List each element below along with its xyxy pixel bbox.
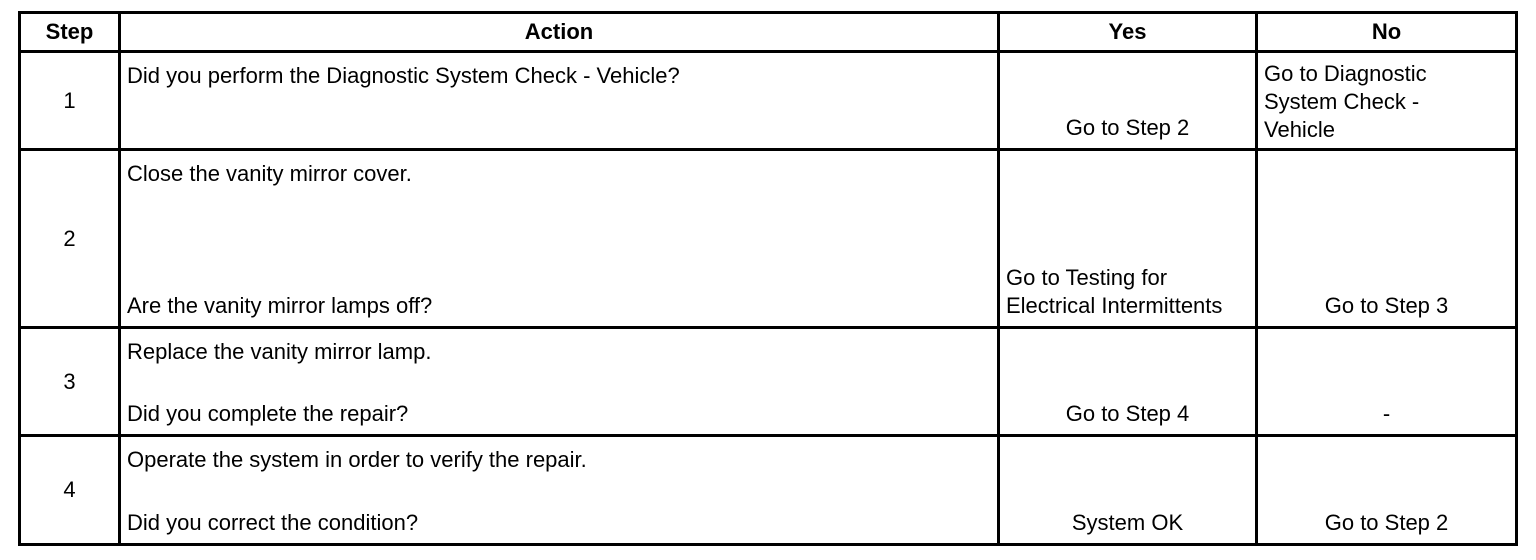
action-cell bbox=[121, 151, 997, 326]
header-no: No bbox=[1258, 14, 1515, 50]
step-number: 2 bbox=[21, 151, 118, 326]
action-cell bbox=[121, 53, 997, 148]
no-cell bbox=[1258, 151, 1515, 326]
action-question: Did you complete the repair? bbox=[127, 401, 409, 426]
yes-text-line: Electrical Intermittents bbox=[1006, 293, 1223, 318]
yes-text: System OK bbox=[1071, 510, 1184, 535]
action-instruction: Close the vanity mirror cover. bbox=[127, 161, 412, 186]
no-text-line: Go to Diagnostic bbox=[1264, 61, 1427, 86]
action-question: Are the vanity mirror lamps off? bbox=[127, 293, 433, 318]
header-action: Action bbox=[121, 14, 997, 50]
yes-cell bbox=[1000, 53, 1255, 148]
no-cell bbox=[1258, 437, 1515, 543]
step-number: 1 bbox=[21, 53, 118, 148]
action-instruction: Replace the vanity mirror lamp. bbox=[127, 339, 432, 364]
no-text: - bbox=[1382, 401, 1391, 426]
action-cell bbox=[121, 329, 997, 434]
action-instruction: Operate the system in order to verify the repair. bbox=[127, 447, 587, 472]
no-text-line: Vehicle bbox=[1264, 117, 1335, 142]
action-cell bbox=[121, 437, 997, 543]
yes-text: Go to Step 2 bbox=[1065, 115, 1190, 140]
yes-text-line: Go to Testing for bbox=[1006, 265, 1168, 290]
no-text: Go to Step 2 bbox=[1324, 510, 1449, 535]
step-number: 4 bbox=[21, 437, 118, 543]
step-number: 3 bbox=[21, 329, 118, 434]
action-instruction: Did you perform the Diagnostic System Check - Vehicle? bbox=[127, 63, 680, 88]
header-step: Step bbox=[21, 14, 118, 50]
no-text: Go to Step 3 bbox=[1324, 293, 1449, 318]
yes-cell bbox=[1000, 329, 1255, 434]
header-yes: Yes bbox=[1000, 14, 1255, 50]
yes-cell bbox=[1000, 151, 1255, 326]
no-text-line: System Check - bbox=[1264, 89, 1420, 114]
yes-text: Go to Step 4 bbox=[1065, 401, 1190, 426]
no-cell bbox=[1258, 329, 1515, 434]
diagnostic-table bbox=[18, 11, 1518, 546]
action-question: Did you correct the condition? bbox=[127, 510, 419, 535]
no-cell bbox=[1258, 53, 1515, 148]
yes-cell bbox=[1000, 437, 1255, 543]
